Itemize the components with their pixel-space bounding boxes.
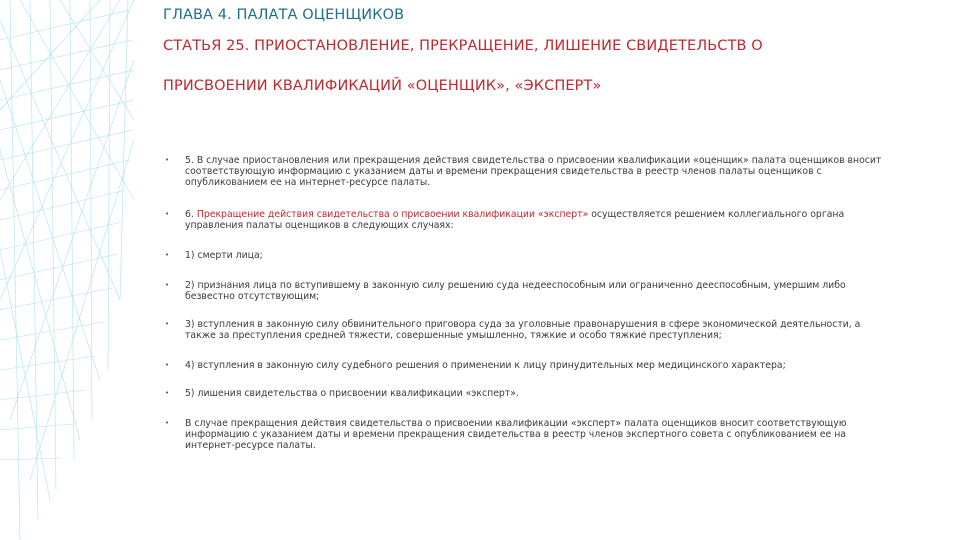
list-item-text: 3) вступления в законную силу обвинительного приговора суда за уголовные правонарушения в сфере экономической деятельности, а также за преступления средней тяжести, совершенные умышленно, тяжкие и особо тяжкие преступления; [185,319,861,341]
list-item-text: В случае прекращения действия свидетельства о присвоении квалификации «эксперт» палата оценщиков вносит соответствующую информацию с указанием даты и времени прекращения свидетельства в реестр членов экспертного совета с опубликованием ее на интернет-ресурсе палаты. [185,418,847,451]
bullet-icon: • [165,320,170,328]
bullet-icon: • [165,251,170,259]
list-item-text: 1) смерти лица; [185,250,263,261]
decorative-wireframe-building [0,0,140,540]
bullet-icon: • [165,419,170,427]
bullet-icon: • [165,389,170,397]
highlighted-phrase: Прекращение действия свидетельства о присвоении квалификации «эксперт» [196,209,589,220]
chapter-title: ГЛАВА 4. ПАЛАТА ОЦЕНЩИКОВ [163,7,405,23]
list-item-text: 4) вступления в законную силу судебного решения о применении к лицу принудительных мер медицинского характера; [185,360,786,371]
list-item-text [185,209,890,231]
article-title-line-2: ПРИСВОЕНИИ КВАЛИФИКАЦИЙ «ОЦЕНЩИК», «ЭКСПЕРТ» [163,78,602,94]
bullet-icon: • [165,210,170,218]
article-title-line-1: СТАТЬЯ 25. ПРИОСТАНОВЛЕНИЕ, ПРЕКРАЩЕНИЕ, ЛИШЕНИЕ СВИДЕТЕЛЬСТВ О [163,38,763,54]
bullet-icon: • [165,156,170,164]
clause-number: 6. [185,209,197,220]
bullet-icon: • [165,281,170,289]
article-title [163,26,863,106]
list-item-text: 5. В случае приостановления или прекращения действия свидетельства о присвоении квалификации «оценщик» палата оценщиков вносит соответствующую информацию с указанием даты и времени прекращения свидетельства в реестр членов палаты оценщиков с опубликованием ее на интернет-ресурсе палаты. [185,155,882,188]
clause-continuation: осуществляется решением коллегиального органа управления палаты оценщиков в следующих случаях: [185,209,845,231]
list-item-text: 2) признания лица по вступившему в законную силу решению суда недееспособным или ограниченно дееспособным, умершим либо безвестно отсутствующим; [185,280,846,302]
bullet-icon: • [165,361,170,369]
list-item-text: 5) лишения свидетельства о присвоении квалификации «эксперт». [185,388,519,399]
